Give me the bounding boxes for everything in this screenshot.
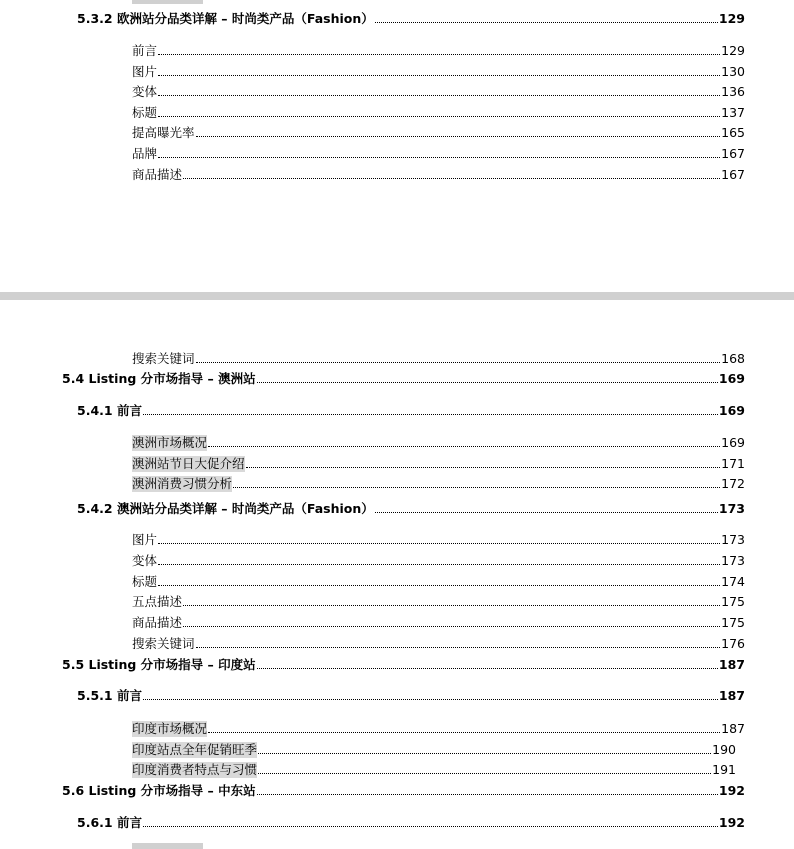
toc-page-number: 190: [712, 742, 736, 757]
dot-leader: [183, 626, 720, 627]
dot-leader: [257, 794, 718, 795]
toc-label: 品牌: [132, 146, 158, 161]
toc-entry[interactable]: [132, 62, 745, 80]
toc-page-number: 167: [721, 167, 745, 182]
dot-leader: [257, 382, 718, 383]
toc-page-number: 192: [718, 815, 745, 830]
toc-label: 标题: [132, 105, 158, 120]
toc-page-number: 137: [721, 105, 745, 120]
dot-leader: [143, 414, 718, 415]
toc-entry[interactable]: [132, 103, 745, 121]
document-page-1: [0, 0, 794, 292]
toc-entry[interactable]: [132, 433, 745, 451]
toc-entry[interactable]: [132, 474, 745, 492]
toc-page-number: 173: [718, 501, 745, 516]
toc-entry[interactable]: [132, 760, 736, 778]
toc-entry[interactable]: [132, 740, 736, 758]
highlight-fragment: [132, 0, 203, 4]
toc-page-number: 174: [721, 574, 745, 589]
toc-page-number: 136: [721, 84, 745, 99]
toc-entry-5-4-1[interactable]: [77, 401, 745, 419]
toc-label: 澳洲站节日大促介绍: [132, 456, 245, 471]
toc-page-number: 176: [721, 636, 745, 651]
toc-entry-5-4[interactable]: [62, 369, 745, 387]
toc-label: 印度消费者特点与习惯: [132, 762, 258, 777]
toc-entry[interactable]: [132, 165, 745, 183]
toc-page-number: 187: [721, 721, 745, 736]
toc-entry[interactable]: [132, 719, 745, 737]
toc-page-number: 168: [721, 351, 745, 366]
toc-entry-5-6-1[interactable]: [77, 813, 745, 831]
dot-leader: [196, 136, 721, 137]
toc-entry[interactable]: [132, 572, 745, 590]
toc-entry[interactable]: [132, 123, 745, 141]
toc-page-number: 129: [721, 43, 745, 58]
dot-leader: [158, 564, 720, 565]
dot-leader: [196, 362, 721, 363]
toc-label: 5.5 Listing 分市场指导 – 印度站: [62, 657, 256, 672]
toc-label: 变体: [132, 84, 158, 99]
toc-entry[interactable]: [132, 634, 745, 652]
toc-page-number: 173: [721, 553, 745, 568]
toc-entry-5-6[interactable]: [62, 781, 745, 799]
dot-leader: [257, 668, 718, 669]
toc-label: 商品描述: [132, 167, 183, 182]
toc-label: 5.3.2 欧洲站分品类详解 – 时尚类产品（Fashion）: [77, 11, 374, 26]
toc-label: 五点描述: [132, 594, 183, 609]
toc-label: 搜索关键词: [132, 636, 195, 651]
toc-page-number: 187: [718, 657, 745, 672]
toc-label: 提高曝光率: [132, 125, 195, 140]
toc-label: 印度站点全年促销旺季: [132, 742, 258, 757]
toc-entry[interactable]: [132, 82, 745, 100]
toc-label: 商品描述: [132, 615, 183, 630]
dot-leader: [183, 605, 720, 606]
toc-label: 5.4.2 澳洲站分品类详解 – 时尚类产品（Fashion）: [77, 501, 374, 516]
dot-leader: [246, 467, 721, 468]
toc-label: 印度市场概况: [132, 721, 208, 736]
toc-label: 5.6 Listing 分市场指导 – 中东站: [62, 783, 256, 798]
toc-page-number: 173: [721, 532, 745, 547]
toc-entry-5-4-2[interactable]: [77, 499, 745, 517]
toc-page-number: 192: [718, 783, 745, 798]
toc-page-number: 129: [718, 11, 745, 26]
toc-page-number: 165: [721, 125, 745, 140]
toc-label: 澳洲消费习惯分析: [132, 476, 233, 491]
toc-page-number: 169: [721, 435, 745, 450]
dot-leader: [375, 512, 718, 513]
dot-leader: [158, 75, 720, 76]
toc-page-number: 175: [721, 594, 745, 609]
toc-label: 标题: [132, 574, 158, 589]
dot-leader: [375, 22, 718, 23]
toc-page-number: 169: [718, 403, 745, 418]
dot-leader: [143, 699, 718, 700]
toc-page-number: 169: [718, 371, 745, 386]
toc-page-number: 167: [721, 146, 745, 161]
dot-leader: [158, 54, 720, 55]
toc-entry[interactable]: [132, 530, 745, 548]
document-page-2: [0, 300, 794, 849]
toc-label: 澳洲市场概况: [132, 435, 208, 450]
toc-label: 图片: [132, 532, 158, 547]
toc-label: 图片: [132, 64, 158, 79]
toc-label: 搜索关键词: [132, 351, 195, 366]
dot-leader: [258, 773, 711, 774]
highlight-fragment: [132, 843, 203, 849]
dot-leader: [158, 543, 720, 544]
dot-leader: [208, 446, 720, 447]
toc-page-number: 130: [721, 64, 745, 79]
dot-leader: [143, 826, 718, 827]
toc-page-number: 191: [712, 762, 736, 777]
toc-page-number: 175: [721, 615, 745, 630]
toc-entry[interactable]: [132, 592, 745, 610]
dot-leader: [158, 116, 720, 117]
toc-entry-5-5-1[interactable]: [77, 686, 745, 704]
dot-leader: [158, 157, 720, 158]
toc-entry[interactable]: [132, 349, 745, 367]
dot-leader: [158, 95, 720, 96]
toc-entry-5-5[interactable]: [62, 655, 745, 673]
page-gap: [0, 292, 794, 300]
dot-leader: [208, 732, 720, 733]
dot-leader: [183, 178, 720, 179]
toc-label: 变体: [132, 553, 158, 568]
dot-leader: [158, 585, 720, 586]
toc-entry[interactable]: [132, 613, 745, 631]
toc-label: 前言: [132, 43, 158, 58]
dot-leader: [258, 753, 711, 754]
toc-label: 5.6.1 前言: [77, 815, 142, 830]
toc-page-number: 187: [718, 688, 745, 703]
toc-label: 5.4 Listing 分市场指导 – 澳洲站: [62, 371, 256, 386]
toc-entry-5-3-2[interactable]: [77, 9, 745, 27]
toc-label: 5.5.1 前言: [77, 688, 142, 703]
dot-leader: [233, 487, 720, 488]
toc-page-number: 171: [721, 456, 745, 471]
toc-entry[interactable]: [132, 41, 745, 59]
toc-entry[interactable]: [132, 144, 745, 162]
toc-label: 5.4.1 前言: [77, 403, 142, 418]
toc-entry[interactable]: [132, 454, 745, 472]
toc-page-number: 172: [721, 476, 745, 491]
toc-entry[interactable]: [132, 551, 745, 569]
dot-leader: [196, 647, 721, 648]
